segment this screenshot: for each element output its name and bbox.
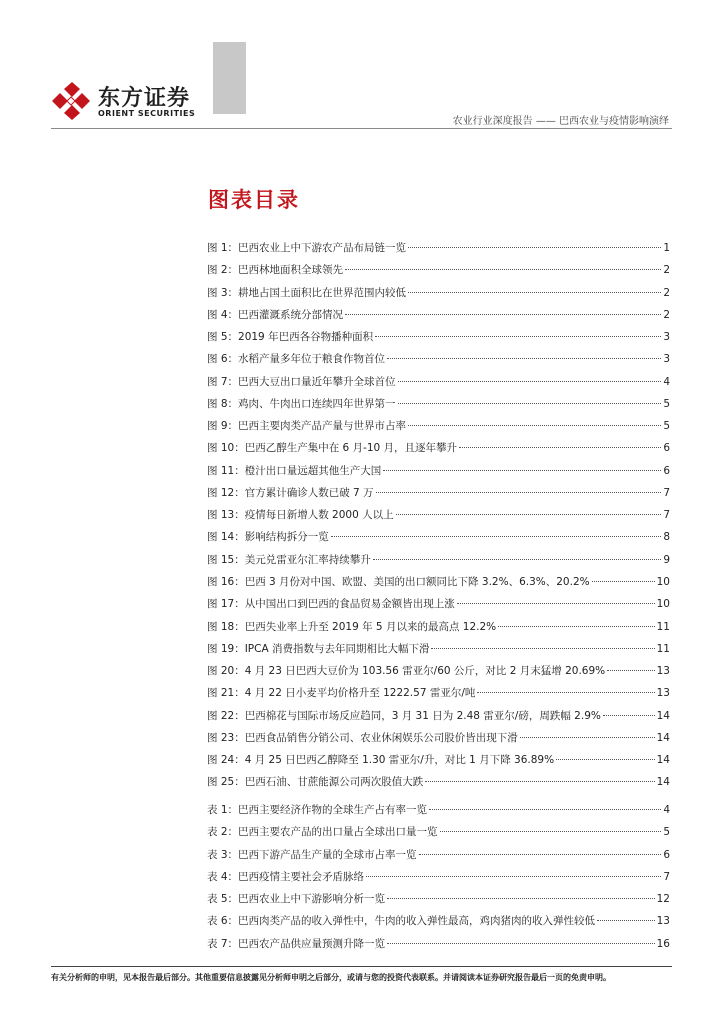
- toc-entry-page: 3: [663, 331, 670, 344]
- toc-entry-page: 2: [663, 264, 670, 277]
- toc-leader-dots: [387, 358, 661, 359]
- toc-entry-label: 图 6：水稻产量多年位于粮食作物首位: [207, 353, 386, 366]
- toc-entry-label: 图 2：巴西林地面积全球领先: [207, 264, 344, 277]
- logo-mark-icon: [50, 82, 92, 120]
- toc-leader-dots: [398, 381, 662, 382]
- toc-entry-label: 表 7：巴西农产品供应量预测升降一览: [207, 937, 386, 950]
- toc-entry[interactable]: [207, 485, 670, 507]
- toc-entry-page: 11: [656, 620, 670, 633]
- toc-entry-page: 9: [663, 553, 670, 566]
- toc-entry-page: 6: [663, 848, 670, 861]
- toc-entry[interactable]: [207, 329, 670, 351]
- toc-entry-label: 图 20：4 月 23 日巴西大豆价为 103.56 雷亚尔/60 公斤，对比 2 月末猛增 20.69%: [207, 665, 606, 678]
- toc-entry-label: 表 1：巴西主要经济作物的全球生产占有率一览: [207, 804, 428, 816]
- page-title: 图表目录: [208, 188, 300, 212]
- toc-entry-page: 11: [656, 642, 670, 655]
- toc-entry[interactable]: [207, 351, 670, 373]
- toc-entry[interactable]: [207, 240, 670, 262]
- toc-entry-page: 10: [656, 598, 670, 611]
- toc-leader-dots: [398, 403, 662, 404]
- toc-entry-page: 1: [663, 242, 670, 254]
- toc-entry[interactable]: [207, 824, 670, 846]
- toc-entry-page: 8: [663, 531, 670, 544]
- toc-entry[interactable]: [207, 463, 670, 485]
- toc-entry-page: 14: [656, 776, 670, 789]
- toc-entry-label: 图 9：巴西主要肉类产品产量与世界市占率: [207, 420, 407, 433]
- toc-leader-dots: [345, 314, 661, 315]
- toc-entry-page: 2: [663, 286, 670, 299]
- toc-entry-label: 图 17：从中国出口到巴西的食品贸易金额皆出现上涨: [207, 598, 455, 611]
- toc-leader-dots: [429, 809, 661, 810]
- toc-entry-label: 图 21：4 月 22 日小麦平均价格升至 1222.57 雷亚尔/吨: [207, 687, 476, 700]
- toc-leader-dots: [331, 536, 662, 537]
- toc-entry-page: 6: [663, 442, 670, 455]
- toc-leader-dots: [376, 492, 662, 493]
- toc-leader-dots: [425, 781, 654, 782]
- toc-entry[interactable]: [207, 802, 670, 824]
- header-divider: [51, 128, 672, 129]
- toc-entry[interactable]: [207, 730, 670, 752]
- toc-leader-dots: [383, 470, 661, 471]
- toc-leader-dots: [396, 514, 662, 515]
- toc-entry-page: 6: [663, 464, 670, 477]
- toc-entry[interactable]: [207, 619, 670, 641]
- toc-entry[interactable]: [207, 708, 670, 730]
- toc-entry-page: 3: [663, 353, 670, 366]
- toc-entry[interactable]: [207, 891, 670, 913]
- toc-entry[interactable]: [207, 663, 670, 685]
- toc-entry[interactable]: [207, 913, 670, 935]
- toc-entry-page: 12: [656, 893, 670, 906]
- toc-entry[interactable]: [207, 418, 670, 440]
- toc-entry-page: 4: [663, 804, 670, 816]
- toc-entry-page: 5: [663, 397, 670, 410]
- logo-text-cn: 东方证券: [98, 86, 191, 111]
- toc-leader-dots: [440, 831, 662, 832]
- toc-entry-label: 图 15：美元兑雷亚尔汇率持续攀升: [207, 553, 371, 566]
- toc-entry[interactable]: [207, 374, 670, 396]
- toc-entry-label: 表 2：巴西主要农产品的出口量占全球出口量一览: [207, 826, 438, 839]
- footer-divider: [51, 966, 672, 967]
- toc-entry-page: 5: [663, 420, 670, 433]
- toc-entry-label: 图 1：巴西农业上中下游农产品布局链一览: [207, 242, 407, 254]
- toc-leader-dots: [408, 247, 661, 248]
- toc-entry-page: 7: [663, 486, 670, 499]
- toc-entry-page: 13: [656, 665, 670, 678]
- toc-leader-dots: [592, 581, 655, 582]
- toc-entry[interactable]: [207, 936, 670, 958]
- toc-entry-label: 图 22：巴西棉花与国际市场反应趋同，3 月 31 日为 2.48 雷亚尔/磅，周跌幅 2.9%: [207, 709, 601, 722]
- toc-entry[interactable]: [207, 574, 670, 596]
- toc-entry[interactable]: [207, 262, 670, 284]
- toc-entry-page: 14: [656, 754, 670, 767]
- toc-entry[interactable]: [207, 440, 670, 462]
- toc-entry-page: 13: [656, 915, 670, 928]
- toc-entry-label: 图 3：耕地占国土面积比在世界范围内较低: [207, 286, 407, 299]
- toc-entry-page: 5: [663, 826, 670, 839]
- toc-entry-label: 表 4：巴西疫情主要社会矛盾脉络: [207, 870, 365, 883]
- toc-entry-page: 14: [656, 709, 670, 722]
- toc-leader-dots: [498, 626, 654, 627]
- toc-entry-page: 14: [656, 731, 670, 744]
- toc-entry-label: 图 16：巴西 3 月份对中国、欧盟、美国的出口额同比下降 3.2%、6.3%、20.2%: [207, 575, 590, 588]
- figures-list: [207, 240, 670, 797]
- toc-entry-label: 图 7：巴西大豆出口量近年攀升全球首位: [207, 375, 396, 388]
- toc-entry-label: 图 14：影响结构拆分一览: [207, 531, 329, 544]
- toc-entry[interactable]: [207, 685, 670, 707]
- toc-leader-dots: [408, 425, 661, 426]
- toc-leader-dots: [419, 854, 662, 855]
- toc-entry-label: 图 5：2019 年巴西各谷物播种面积: [207, 331, 374, 344]
- toc-entry-label: 图 24：4 月 25 日巴西乙醇降至 1.30 雷亚尔/升，对比 1 月下降 36.89%: [207, 754, 555, 767]
- toc-entry[interactable]: [207, 869, 670, 891]
- toc-entry[interactable]: [207, 847, 670, 869]
- toc-entry[interactable]: [207, 552, 670, 574]
- toc-entry-label: 图 12：官方累计确诊人数已破 7 万: [207, 486, 374, 499]
- toc-entry-page: 4: [663, 375, 670, 388]
- toc-entry-label: 图 11：橙汁出口量远超其他生产大国: [207, 464, 382, 477]
- toc-entry-label: 图 10：巴西乙醇生产集中在 6 月-10 月，且逐年攀升: [207, 442, 458, 455]
- toc-entry[interactable]: [207, 285, 670, 307]
- company-logo: [50, 80, 230, 124]
- logo-text-en: ORIENT SECURITIES: [98, 109, 196, 118]
- toc-entry-label: 图 23：巴西食品销售分销公司、农业休闲娱乐公司股价皆出现下滑: [207, 731, 518, 744]
- toc-entry-page: 16: [656, 937, 670, 950]
- toc-leader-dots: [345, 269, 661, 270]
- toc-entry[interactable]: [207, 641, 670, 663]
- toc-entry-page: 2: [663, 308, 670, 321]
- toc-leader-dots: [603, 715, 655, 716]
- toc-entry-label: 表 5：巴西农业上中下游影响分析一览: [207, 893, 386, 906]
- toc-entry-label: 图 25：巴西石油、甘蔗能源公司两次股值大跌: [207, 776, 424, 789]
- toc-entry[interactable]: [207, 596, 670, 618]
- toc-leader-dots: [597, 920, 655, 921]
- toc-entry[interactable]: [207, 774, 670, 796]
- toc-entry[interactable]: [207, 307, 670, 329]
- toc-leader-dots: [457, 603, 655, 604]
- toc-entry-label: 图 19：IPCA 消费指数与去年同期相比大幅下滑: [207, 642, 430, 655]
- toc-leader-dots: [387, 943, 655, 944]
- tables-list: [207, 802, 670, 958]
- toc-leader-dots: [375, 336, 661, 337]
- toc-entry[interactable]: [207, 507, 670, 529]
- toc-entry-label: 图 8：鸡肉、牛肉出口连续四年世界第一: [207, 397, 396, 410]
- toc-entry-page: 7: [663, 509, 670, 522]
- toc-leader-dots: [477, 692, 654, 693]
- toc-entry-label: 表 3：巴西下游产品生产量的全球市占率一览: [207, 848, 417, 861]
- toc-leader-dots: [556, 759, 655, 760]
- toc-leader-dots: [459, 447, 661, 448]
- toc-entry-label: 图 4：巴西灌溉系统分部情况: [207, 308, 344, 321]
- footer-disclaimer: 有关分析师的申明，见本报告最后部分。其他重要信息披露见分析师申明之后部分，或请与您的投资代表联系。并请阅读本证券研究报告最后一页的免责申明。: [51, 973, 611, 982]
- toc-entry-label: 图 13：疫情每日新增人数 2000 人以上: [207, 509, 394, 522]
- toc-leader-dots: [387, 898, 655, 899]
- toc-leader-dots: [607, 670, 654, 671]
- toc-entry-label: 表 6：巴西肉类产品的收入弹性中，牛肉的收入弹性最高，鸡肉猪肉的收入弹性较低: [207, 915, 596, 928]
- toc-leader-dots: [366, 876, 661, 877]
- toc-leader-dots: [520, 737, 655, 738]
- toc-leader-dots: [373, 559, 662, 560]
- report-header-line: 农业行业深度报告 —— 巴西农业与疫情影响演绎: [452, 116, 669, 127]
- toc-leader-dots: [408, 292, 661, 293]
- toc-leader-dots: [431, 648, 654, 649]
- toc-entry-page: 7: [663, 870, 670, 883]
- toc-entry-page: 13: [656, 687, 670, 700]
- toc-entry-label: 图 18：巴西失业率上升至 2019 年 5 月以来的最高点 12.2%: [207, 620, 497, 633]
- toc-entry-page: 10: [656, 575, 670, 588]
- toc-entry[interactable]: [207, 529, 670, 551]
- toc-entry[interactable]: [207, 752, 670, 774]
- toc-entry[interactable]: [207, 396, 670, 418]
